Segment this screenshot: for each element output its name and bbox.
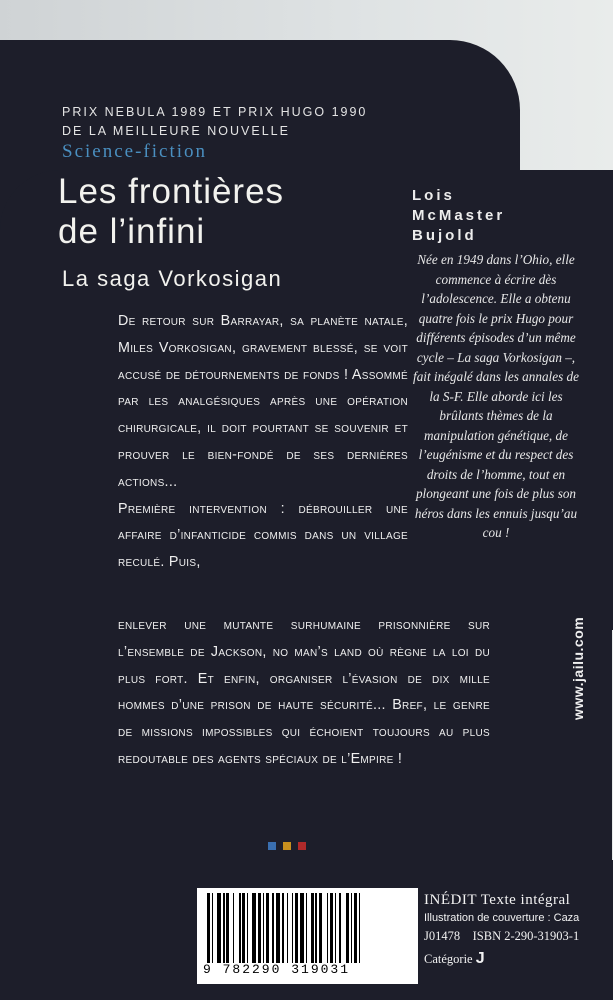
website-url[interactable]: www.jailu.com	[570, 616, 586, 720]
barcode	[207, 893, 408, 963]
title-line-1: Les frontières	[58, 172, 285, 211]
category-label: Catégorie	[424, 952, 473, 966]
synopsis-paragraph-3: enlever une mutante surhumaine prisonnière sur l’ensemble de Jackson, no man’s land où règne la loi du plus fort. Et enfin, organiser l’évasion de dix mille hommes d’une prison de haute sécurité... Bref, le genre de missions impossibles qui échoient toujours au plus redoutable des agents spéciaux de l’Empire !	[118, 617, 490, 767]
prize-line-2: DE LA MEILLEURE NOUVELLE	[62, 124, 290, 138]
orange-dot	[283, 842, 291, 850]
edition-info	[424, 892, 579, 968]
isbn: ISBN 2-290-31903-1	[472, 929, 580, 943]
blue-dot	[268, 842, 276, 850]
barcode-gap	[360, 893, 363, 963]
category-value: J	[475, 950, 485, 967]
synopsis-paragraph-2: Première intervention : débrouiller une affaire d’infanticide commis dans un village reculé. Puis,	[118, 500, 408, 571]
ref-isbn-line	[424, 929, 579, 944]
prize-text	[62, 103, 367, 141]
barcode-number: 9 782290 319031	[203, 962, 351, 977]
book-subtitle: La saga Vorkosigan	[62, 266, 283, 291]
synopsis-continued	[118, 612, 490, 773]
author-first: Lois	[412, 187, 455, 204]
dark-panel-bottom-left	[0, 860, 182, 1000]
author-bio: Née en 1949 dans l’Ohio, elle commence à écrire dès l’adolescence. Elle a obtenu quatre fois le prix Hugo pour différents épisodes d’un même cycle – La saga Vorkosigan –, fait inégalé dans les annales de la S-F. Elle aborde ici les brûlants thèmes de la manipulation génétique, de l’eugénisme et du respect des droits de l’homme, tout en plongeant une fois de plus son héros dans les ennuis jusqu’au cou !	[413, 252, 579, 540]
genre-label: Science-fiction	[62, 141, 208, 162]
title-line-2: de l’infini	[58, 212, 206, 251]
illustration-credit: Illustration de couverture : Caza	[424, 912, 580, 924]
prize-line-1: PRIX NEBULA 1989 ET PRIX HUGO 1990	[62, 105, 368, 119]
author-last: Bujold	[412, 227, 477, 244]
edition-label: INÉDIT Texte intégral	[424, 892, 571, 908]
synopsis	[118, 308, 408, 576]
color-dots	[268, 842, 306, 850]
author-middle: McMaster	[412, 207, 506, 224]
category-line	[424, 950, 579, 968]
red-dot	[298, 842, 306, 850]
ref-code: J01478	[424, 929, 461, 943]
synopsis-paragraph-1: De retour sur Barrayar, sa planète natale, Miles Vorkosigan, gravement blessé, se voit accusé de détournements de fonds ! Assommé par les analgésiques après une opération chirurgicale, il doit pourtant se souvenir et prouver le bien-fondé de ses dernières actions...	[118, 313, 408, 490]
author-name	[412, 186, 505, 246]
book-title	[58, 172, 284, 252]
